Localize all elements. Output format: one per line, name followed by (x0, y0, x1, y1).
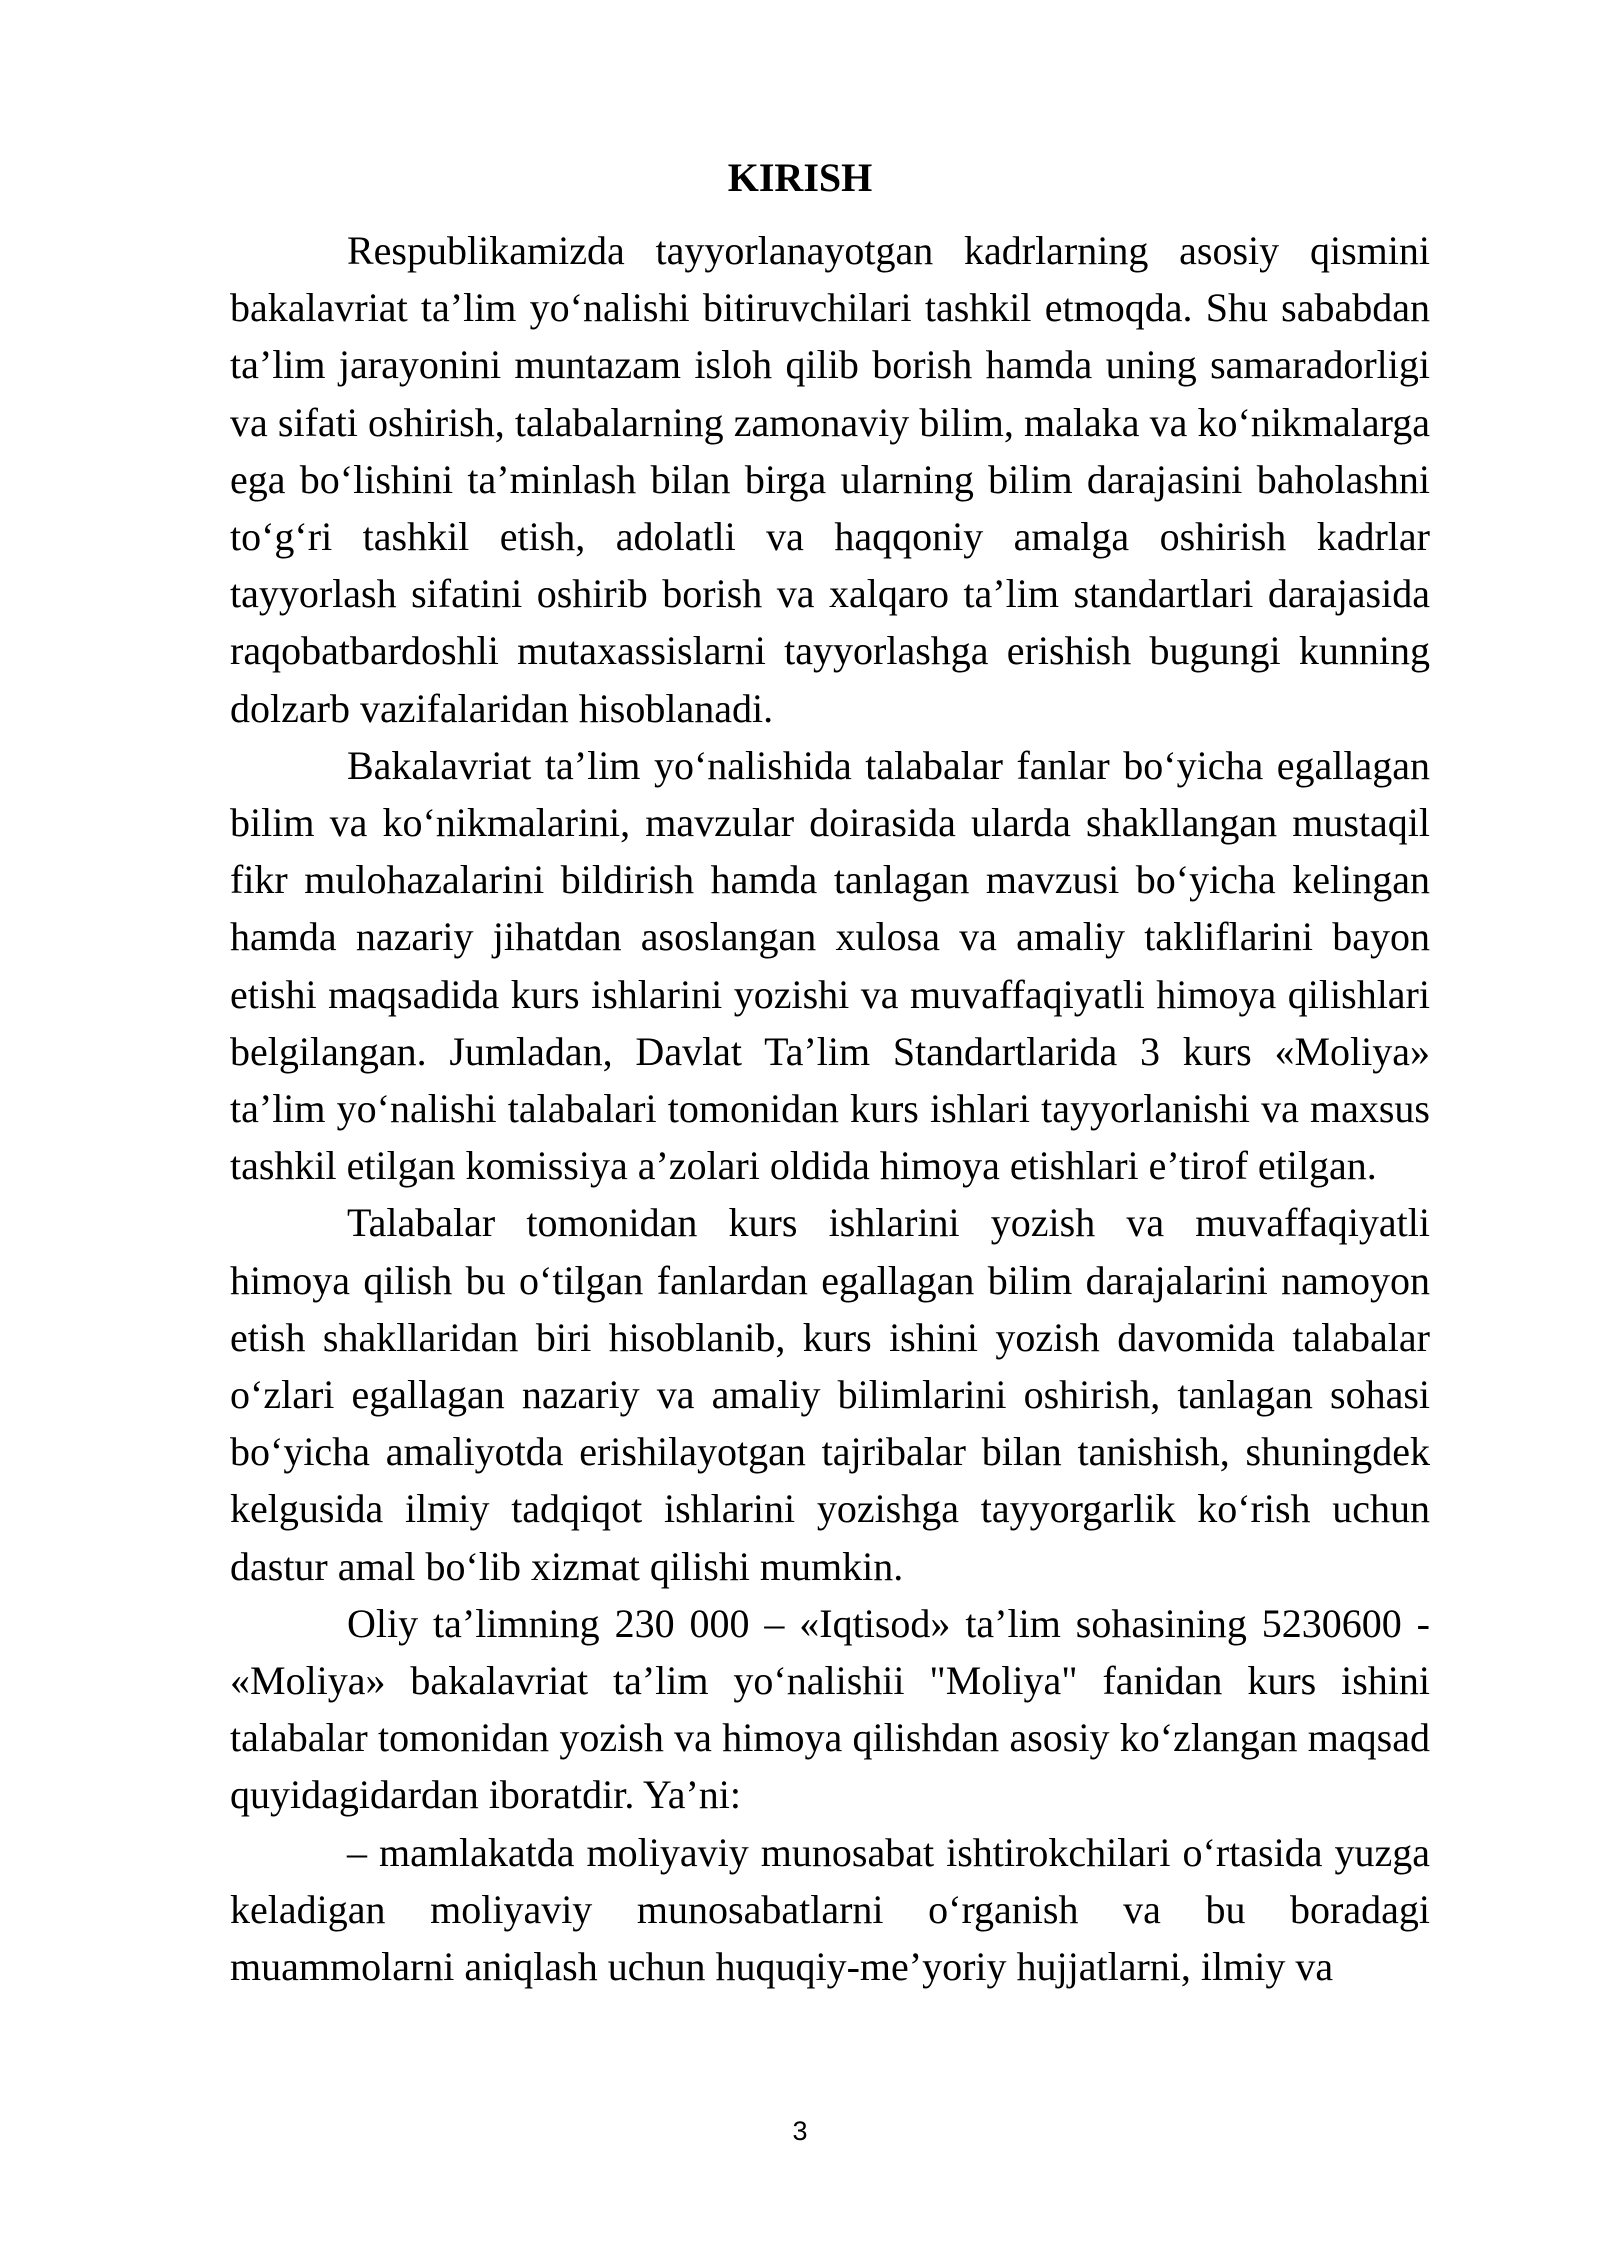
paragraph-intro: Respublikamizda tayyorlanayotgan kadrlarning asosiy qismini bakalavriat ta’lim yo‘nalishi bitiruvchilari tashkil etmoqda. Shu sababdan ta’lim jarayonini muntazam isloh qilib borish hamda uning samaradorligi va sifati oshirish, talabalarning zamonaviy bilim, malaka va ko‘nikmalarga ega bo‘lishini ta’minlash bilan birga ularning bilim darajasini baholashni to‘g‘ri tashkil etish, adolatli va haqqoniy amalga oshirish kadrlar tayyorlash sifatini oshirib borish va xalqaro ta’lim standartlari darajasida raqobatbardoshli mutaxassislarni tayyorlashga erishish bugungi kunning dolzarb vazifalaridan hisoblanadi. (230, 228, 1430, 731)
page-number: 3 (792, 2116, 808, 2146)
section-heading: KIRISH (727, 155, 873, 200)
paragraph-course-work: Talabalar tomonidan kurs ishlarini yozish va muvaffaqiyatli himoya qilish bu o‘tilgan fanlardan egallagan bilim darajalarini namoyon etish shakllaridan biri hisoblanib, kurs ishini yozish davomida talabalar o‘zlari egallagan nazariy va amaliy bilimlarini oshirish, tanlagan sohasi bo‘yicha amaliyotda erishilayotgan tajribalar bilan tanishish, shuningdek kelgusida ilmiy tadqiqot ishlarini yozishga tayyorgarlik ko‘rish uchun dastur amal bo‘lib xizmat qilishi mumkin. (230, 1200, 1430, 1589)
paragraph-bachelor: Bakalavriat ta’lim yo‘nalishida talabalar fanlar bo‘yicha egallagan bilim va ko‘nikmalarini, mavzular doirasida ularda shakllangan mustaqil fikr mulohazalarini bildirish hamda tanlagan mavzusi bo‘yicha kelingan hamda nazariy jihatdan asoslangan xulosa va amaliy takliflarini bayon etishi maqsadida kurs ishlarini yozishi va muvaffaqiyatli himoya qilishlari belgilangan. Jumladan, Davlat Ta’lim Standartlarida 3 kurs «Moliya» ta’lim yo‘nalishi talabalari tomonidan kurs ishlari tayyorlanishi va maxsus tashkil etilgan komissiya a’zolari oldida himoya etishlari e’tirof etilgan. (230, 742, 1430, 1189)
paragraph-list-item: – mamlakatda moliyaviy munosabat ishtirokchilari o‘rtasida yuzga keladigan moliyaviy munosabatlarni o‘rganish va bu boradagi muammolarni aniqlash uchun huquqiy-me’yoriy hujjatlarni, ilmiy va (230, 1829, 1430, 1990)
body-text (230, 222, 1430, 1995)
paragraph-goal: Oliy ta’limning 230 000 – «Iqtisod» ta’lim sohasining 5230600 - «Moliya» bakalavriat ta’lim yo‘nalishii "Moliya" fanidan kurs ishini talabalar tomonidan yozish va himoya qilishdan asosiy ko‘zlangan maqsad quyidagidardan iboratdir. Ya’ni: (230, 1600, 1430, 1818)
